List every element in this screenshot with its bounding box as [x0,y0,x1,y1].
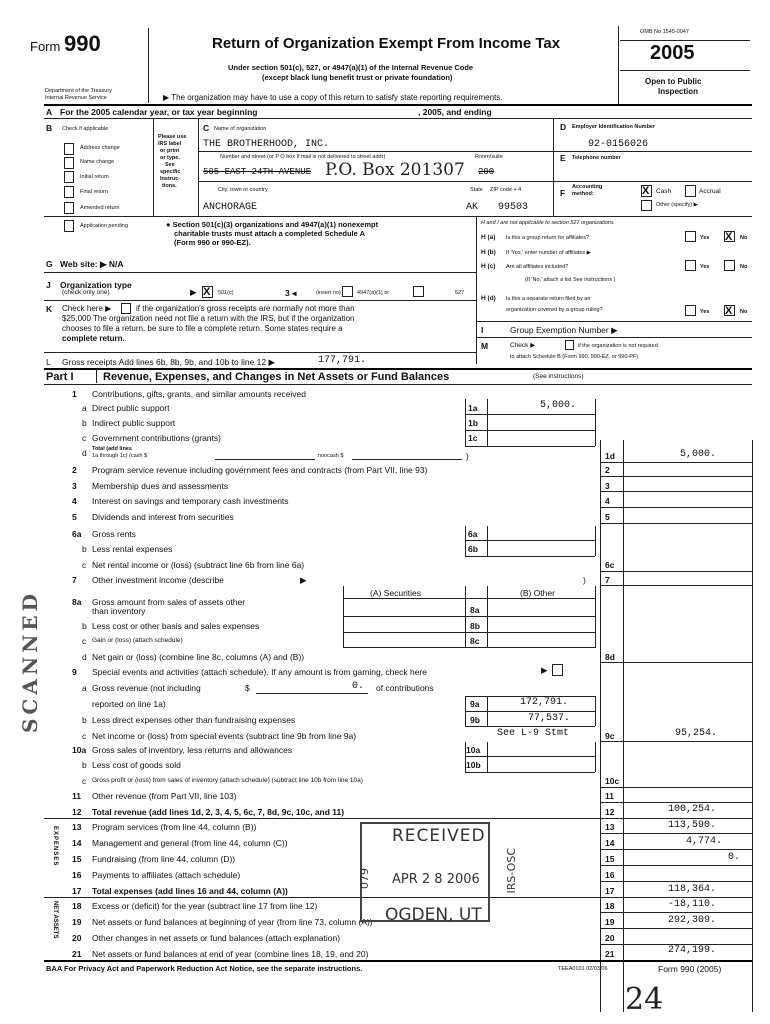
group-exemption: Group Exemption Number ▶ [510,325,618,335]
ein-rule [553,151,752,152]
k-check-here: Check here ▶ [62,304,112,313]
accrual-label: Accrual [699,188,721,195]
right-col-right [752,440,753,1012]
tions-label: tions. [162,183,177,189]
line-10b-label: Less cost of goods sold [92,760,181,770]
final-return-label: Final return [80,189,108,195]
application-pending-checkbox[interactable] [64,220,74,232]
year-rule [620,70,750,71]
amended-return-checkbox[interactable] [64,202,74,214]
k-rule [44,352,476,353]
accounting-label: Accounting [572,184,603,190]
line-9a-label: Gross revenue (not including [92,683,201,693]
other-method-label: Other (specify) ▶ [656,202,698,208]
line-9a-value: 172,791. [520,697,569,708]
address-change-label: Address change [80,145,120,151]
section-a-rule [44,118,752,119]
zip: 99503 [498,202,529,213]
header-divider-left [148,28,149,103]
org-type-label: Organization type [60,280,132,290]
i-rule [476,337,752,338]
line-9b-value: 77,537. [528,713,571,724]
form-990-page: Form 990 Return of Organization Exempt From Income Tax Under section 501(c), 527, or 4947(a)(1) of the Internal Revenue Code (except black lung benefit trust or private foundation) Department of the Treasury Internal Revenue Service ▶ The organization may have to use a copy of this return to satisfy state reporting requirements. OMB No 1545-0047 2005 Open to Public Inspection A For the 2005 calendar year, or tax year beginning , 2005, and ending B Check if applicable Address change Name change Initial return Final return Amended return Application pending Please use IRS label or print or type. See specific Instruc- tions. C Name of organization THE BROTHERHOOD, INC. Number and street (or P O box if mail is not delivered to street addr) Room/suite 505 EAST 24TH AVENUE P.O. Box 201307 200 City, town or country State ZIP code + 4 ANCHORAGE AK 99503 D Employer Identification Number 92-0156026 E Telephone number F Accounting method: X Cash Accrual Other (specify) ▶ ● Section 501(c)(3) organizations and 4947(a)(1) nonexempt charitable trusts must attach a completed Schedule A (Form 990 or 990-EZ). G Web site: ▶ N/A J Organization type (check only one) ▶ X 501(c) 3 ◂ (insert no) 4947(a)(1) or 527 K Check here ▶ if the organization's gross receipts are normally not more than $25,000 The organization need not file a return with the IRS, but if the organization chooses to file a return, be sure to file a complete return. Some states require a complete return. H and I are not applicable to section 527 organizations H (a) Is this a group return for affiliates? Yes X No H (b) If 'Yes,' enter number of affiliates ▶ H (c) Are all affiliates included? (If 'No,' attach a list See instructions ) Yes No H (d) Is this a separate return filed by an organization covered by a group ruling? Yes X No I Group Exemption Number ▶ M Check ▶ if the organization is not required to attach Schedule B (Form 990, 990-EZ, or 990-PF) L Gross receipts Add lines 6b, 8b, 9b, and 10b to line 12 ▶ 177,791. Part I Revenue, Expenses, and Changes in Net Assets or Fund Balances (See instructions) 1 Contributions, gifts, grants, and similar amounts received a Direct public support 1a 5,000. b Indirect public support 1b c Government contributions (grants) 1c d Total (add lines 1a through 1c) (cash $ noncash $ ) 1d 5,000. 2 Program service revenue including government fees and contracts (from Part VII, line 93) 2 3 Membership dues and assessments 3 4 Interest on savings and temporary cash investments 4 5 Dividends and interest from securities 5 6a Gross rents 6a b Less rental expenses 6b c Net rental income or (loss) (subtract line 6b from line 6a) 6c 7 Other investment income (describe ▶ ) 7 (A) Securities (B) Other 8a Gross amount from sales of assets other than inventory 8a b Less cost or other basis and sales expenses 8b c Gain or (loss) (attach schedule) 8c d Net gain or (loss) (combine line 8c, columns (A) and (B)) 8d 9 Special events and activities (attach schedule). If any amount is from gaming, check here ▶ a Gross revenue (not including $ 0. of contributions reported on line 1a) 9a 172,791. b Less direct expenses other than fundraising expenses 9b 77,537. c Net income or (loss) from special events (subtract line 9b from line 9a) See L-9 Stmt 9c 95,254. 10a Gross sales of inventory, less returns and allowances 10a b Less cost of goods sold 10b c Gross profit or (loss) from sales of inventory (attach schedule) (subtract line 10b from line 10a) 10c 11 Other revenue (from Part VII, line 103) 11 12 Total revenue (add lines 1d, 2, 3, 4, 5, 6c, 7, 8d, 9c, 10c, and 11) 12 100,254. 13 Program services (from line 44, column (B)) 13 113,590. 14 Management and general (from line 44, column (C)) 14 4,774. 15 Fundraising (from line 44, column (D)) 15 0. 16 Payments to affiliates (attach schedule) 16 17 Total expenses (add lines 16 and 44, column (A)) 17 118,364. 18 Excess or (deficit) for the year (subtract line 17 from line 12) 18 -18,110. 19 Net assets or fund balances at beginning of year (from line 73, column (A)) 19 292,309. 20 Other changes in net assets or fund balances (attach explanation) 20 21 Net assets or fund balances at end of year (combine lines 18, 19, and 20) 21 274,199. EXPENSES NET ASSETS SCANNED RECEIVED APR 2 8 2006 OGDEN, UT 079 IRS-OSC BAA For Privacy Act and Paperwork Reduction Act Notice, see the separate instructions. TEEA0101 02/03/06 Form 990 (2005) 24 [0,0,770,1024]
hb-text: If 'Yes,' enter number of affiliates ▶ [506,250,591,256]
expenses-side-label: EXPENSES [52,826,58,867]
line-17-label: Total expenses (add lines 16 and 44, column (A)) [92,886,288,896]
hd-no: No [740,309,748,315]
line-2-label: Program service revenue including government fees and contracts (from Part VII, line 93) [92,465,428,475]
form-title: Return of Organization Exempt From Income Tax [212,35,561,52]
k-checkbox[interactable] [121,303,131,314]
line-9a-of: of contributions [376,683,434,693]
line-10c-label: Gross profit or (loss) from sales of inventory (attach schedule) (subtract line 10b from line 10a) [92,777,363,784]
line-3-label: Membership dues and assessments [92,481,229,491]
org-name-label: Name of organization [214,126,267,132]
m-check: Check ▶ [510,342,536,349]
m-checkbox[interactable] [565,340,574,350]
part1-top-rule [44,368,752,370]
line-8a-label: Gross amount from sales of assets other [92,597,246,607]
hc-note: (If 'No,' attach a list See instructions ) [525,277,616,283]
hc-text: Are all affiliates included? [506,264,569,270]
line-19-value: 292,309. [668,915,717,926]
name-change-checkbox[interactable] [64,157,74,169]
hd-letter: H (d) [481,295,496,302]
hc-letter: H (c) [481,263,496,270]
inner-col-2 [487,399,488,446]
c-letter: C [203,123,210,133]
header-divider-right [618,26,619,104]
irs: Internal Revenue Service [45,95,107,101]
initial-return-label: Initial return [80,174,109,180]
section-501-line3: (Form 990 or 990-EZ). [174,238,251,247]
line-9a-label2: reported on line 1a) [92,699,166,709]
name-rule [198,151,553,152]
hd-yes-checkbox[interactable] [685,305,696,316]
street-label: Number and street (or P O box if mail is not delivered to street addr) [220,154,386,160]
gross-receipts-label: Gross receipts Add lines 6b, 8b, 9b, and 10b to line 12 ▶ [62,357,276,367]
4947-label: 4947(a)(1) or [357,290,390,296]
line-1-num: 1 [72,389,77,399]
handwritten-page-number: 24 [625,982,664,1017]
ein-value: 92-0156026 [588,139,649,150]
ha-text: Is this a group return for affiliates? [506,235,590,241]
line-15-label: Fundraising (from line 44, column (D)) [92,854,236,864]
website: Web site: ▶ N/A [60,259,124,269]
part1-title: Revenue, Expenses, and Changes in Net Assets or Fund Balances [103,371,450,383]
tax-year: 2005 [650,42,695,64]
method-label: method: [572,191,594,197]
cash-label: Cash [656,188,672,195]
d-letter: D [560,122,567,132]
suite-struck: 200 [478,167,495,177]
line-8a-label2: than inventory [92,606,146,616]
city-label: City, town or country [218,187,268,193]
street-rule [198,181,553,182]
f-letter: F [560,188,566,198]
street-address-struck: 505 EAST 24TH AVENUE [203,167,312,177]
specific-label: specific [160,169,181,175]
b-divider [153,118,154,216]
line-9c-value: 95,254. [675,728,718,739]
line-17-value: 118,364. [668,884,717,895]
form-number: 990 [64,31,101,56]
line-15-value: 0. [728,852,741,863]
hd-yes: Yes [700,309,710,315]
line-1a-value: 5,000. [540,400,577,411]
section-b-letter: B [46,123,53,133]
section-501-line1: ● Section 501(c)(3) organizations and 4947(a)(1) nonexempt [166,220,379,229]
line-19-label: Net assets or fund balances at beginning of year (from line 73, column (A)) [92,917,373,927]
c-divider [198,118,199,216]
state-label: State [470,187,483,193]
line-1d-c: noncash $ [318,453,344,459]
instruc-label: Instruc- [160,176,181,182]
d-divider [553,118,554,216]
hd-rule [476,321,752,322]
department: Department of the Treasury [45,88,112,94]
open-public: Open to Public [645,77,702,86]
omb-number: OMB No 1545-0047 [640,29,689,35]
hd-mark: X [725,305,733,317]
gross-receipts-value: 177,791. [318,355,367,366]
phone-rule [553,181,752,182]
address-change-checkbox[interactable] [64,143,74,155]
line-6a-label: Gross rents [92,529,136,539]
ha-letter: H (a) [481,234,496,241]
line-21-label: Net assets or fund balances at end of year (combine lines 18, 19, and 20) [92,949,369,959]
initial-return-checkbox[interactable] [64,171,74,183]
section-b-title: Check if applicable [62,126,109,132]
scanned-stamp: SCANNED [18,590,42,734]
527-checkbox[interactable] [413,286,424,297]
footer-baa: BAA For Privacy Act and Paperwork Reduction Act Notice, see the separate instructions. [46,964,363,973]
line-12-label: Total revenue (add lines 1d, 2, 3, 4, 5, 6c, 7, 8d, 9c, 10c, and 11) [92,807,345,817]
line-13-value: 113,590. [668,820,717,831]
line-1b-label: Indirect public support [92,418,176,428]
part1-end-rule [44,960,752,962]
line-5-label: Dividends and interest from securities [92,512,234,522]
final-return-checkbox[interactable] [64,186,74,198]
line-6b-label: Less rental expenses [92,544,173,554]
gaming-checkbox[interactable] [552,664,563,676]
line-8b-label: Less cost or other basis and sales expenses [92,621,260,631]
m-text2: if the organization is not required [578,343,658,349]
section-501-line2: charitable trusts must attach a completed Schedule A [174,229,366,238]
or-print: or print [160,148,180,154]
line-9c-note: See L-9 Stmt [497,728,570,739]
g-rule [44,272,476,273]
part1-see: (See instructions) [533,373,584,380]
j-letter: J [46,280,51,290]
501c-number: 3 ◂ [285,288,297,298]
inner-col-1 [465,399,466,446]
col-b-header: (B) Other [520,588,555,598]
m-text3: to attach Schedule B (Form 990, 990-EZ, or 990-PF) [510,354,639,360]
line-9a-zero: 0. [352,681,365,692]
room-label: Room/suite [475,154,503,160]
line-4-label: Interest on savings and temporary cash investments [92,496,289,506]
line-9b-label: Less direct expenses other than fundraising expenses [92,715,296,725]
hc-yes-checkbox[interactable] [685,260,696,271]
hc-no-checkbox[interactable] [724,260,735,271]
line-18-label: Excess or (deficit) for the year (subtract line 17 from line 12) [92,901,318,911]
501c-mark: X [203,286,211,298]
i-letter: I [481,325,484,335]
may-use-copy: ▶ The organization may have to use a copy of this return to satisfy state reporting requirements. [163,93,503,102]
received-stamp-date: APR 2 8 2006 [392,872,480,887]
city: ANCHORAGE [203,202,258,213]
header-bottom-rule [44,104,752,106]
hd-text2: organization covered by a group ruling? [506,307,603,313]
line-1d-value: 5,000. [680,449,717,460]
line-1d-a: Total (add lines [92,446,132,452]
line-1d-b: 1a through 1c) (cash $ [92,453,148,459]
hc-no: No [740,264,748,270]
right-col-mid [623,440,624,1012]
insert-no: (insert no) [316,290,341,296]
part1-label: Part I [46,371,74,383]
omb-rule [620,40,750,41]
k-letter: K [46,304,53,314]
right-col-left [600,440,601,1012]
line-14-label: Management and general (from line 44, column (C)) [92,838,288,848]
line-1a-label: Direct public support [92,403,170,413]
hd-text: Is this a separate return filed by an [506,296,591,302]
g-letter: G [46,259,53,269]
h-divider [476,216,477,364]
part1-bottom-rule [44,384,752,385]
amended-return-label: Amended return [80,205,120,211]
hc-yes: Yes [700,264,710,270]
e-letter: E [560,153,566,163]
h-intro: H and I are not applicable to section 527 organizations [481,220,614,226]
l-letter: L [46,357,51,367]
501c-label: 501(c) [218,290,234,296]
m-letter: M [481,341,489,351]
k-line1: if the organization's gross receipts are normally not more than [136,304,355,313]
cash-mark: X [642,185,650,197]
part1-divider [96,369,97,383]
see-label: See [165,162,175,168]
form-prefix: Form [30,39,61,54]
line-18-value: -18,110. [668,899,717,910]
inspection: Inspection [658,87,699,96]
received-stamp-code: 079 [358,868,371,889]
ha-yes: Yes [700,235,710,241]
under-section: Under section 501(c), 527, or 4947(a)(1) of the Internal Revenue Code [228,63,474,72]
section-a-text2: , 2005, and ending [418,107,492,117]
received-stamp-irs: IRS-OSC [505,848,518,894]
please-use: Please use [158,134,187,140]
state: AK [466,202,479,213]
telephone-label: Telephone number [572,155,621,161]
k-line3: chooses to file a return, be sure to file a complete return. Some states require a [62,324,343,333]
527-label: 527 [455,290,465,296]
line-9c-label: Net income or (loss) from special events (subtract line 9b from line 9a) [92,731,357,741]
line-13-label: Program services (from line 44, column (B)) [92,822,257,832]
line-7-label: Other investment income (describe [92,575,224,585]
j-rule [44,300,476,301]
line-11-label: Other revenue (from Part VII, line 103) [92,791,237,801]
line-16-label: Payments to affiliates (attach schedule) [92,870,241,880]
footer-code: TEEA0101 02/03/06 [558,966,608,972]
line-14-value: 4,774. [686,836,723,847]
ha-no: No [740,235,748,241]
accrual-checkbox[interactable] [685,185,696,197]
ha-mark: X [725,231,733,243]
line-1-label: Contributions, gifts, grants, and similar amounts received [92,389,307,399]
4947-checkbox[interactable] [342,286,353,297]
k-line4: complete return. [62,334,125,343]
line-1c-label: Government contributions (grants) [92,433,221,443]
k-line2: $25,000 The organization need not file a return with the IRS, but if the organization [62,314,355,323]
ha-yes-checkbox[interactable] [685,231,696,242]
received-stamp-text: RECEIVED [392,826,486,846]
zip-label: ZIP code + 4 [490,187,522,193]
inner-col-3 [595,399,596,446]
street-address-handwritten: P.O. Box 201307 [325,160,465,180]
line-21-value: 274,199. [668,945,717,956]
section-a-text: For the 2005 calendar year, or tax year beginning [60,107,258,117]
check-only-one: (check only one) [62,289,110,296]
application-pending-label: Application pending [80,223,129,229]
line-8d-label: Net gain or (loss) (combine line 8c, columns (A) and (B)) [92,652,305,662]
section-b-bottom-rule [44,216,752,217]
section-a-letter: A [46,107,53,117]
col-a-header: (A) Securities [370,588,422,598]
footer-form: Form 990 (2005) [658,964,722,974]
irs-label: IRS label [158,141,182,147]
except-black-lung: (except black lung benefit trust or private foundation) [262,73,453,82]
other-method-checkbox[interactable] [641,200,652,211]
line-9-label: Special events and activities (attach schedule). If any amount is from gaming, check here [92,667,427,677]
name-change-label: Name change [80,159,115,165]
line-6c-label: Net rental income or (loss) (subtract line 6b from line 6a) [92,560,305,570]
ein-label: Employer Identification Number [572,124,656,130]
line-12-value: 100,254. [668,804,717,815]
org-name: THE BROTHERHOOD, INC. [203,139,330,150]
line-8c-label: Gain or (loss) (attach schedule) [92,637,183,644]
hb-letter: H (b) [481,249,496,256]
line-20-label: Other changes in net assets or fund balances (attach explanation) [92,933,341,943]
received-stamp-location: OGDEN, UT [385,905,482,925]
net-assets-side-label: NET ASSETS [52,901,58,939]
or-type: or type. [160,155,180,161]
line-10a-label: Gross sales of inventory, less returns and allowances [92,745,293,755]
